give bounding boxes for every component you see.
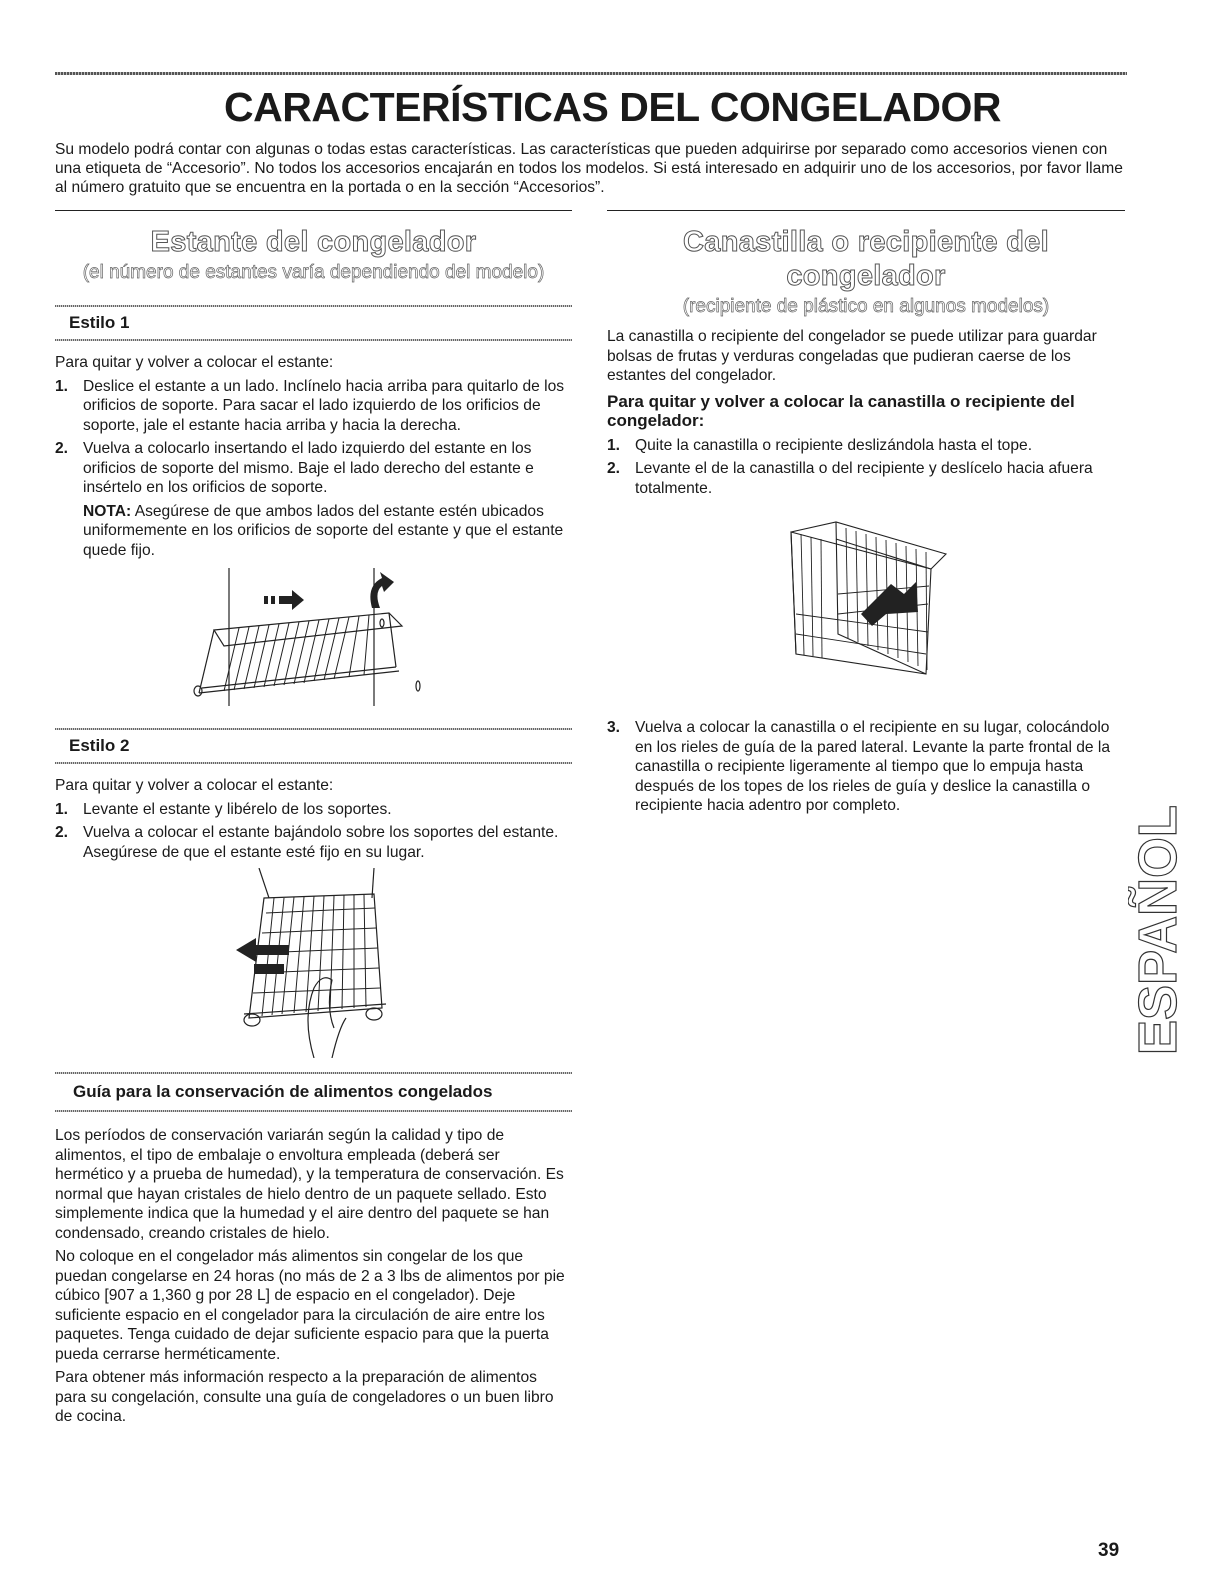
basket-steps-continued — [607, 718, 1125, 816]
shelf-style1-illustration — [184, 568, 444, 718]
section-rule — [607, 210, 1125, 211]
list-item — [607, 718, 1125, 816]
section-rule — [55, 210, 572, 211]
style2-lead: Para quitar y volver a colocar el estante: — [55, 777, 334, 794]
dotted-rule — [55, 762, 572, 764]
dotted-rule — [55, 1072, 572, 1074]
style2-steps — [55, 800, 572, 863]
guide-paragraph-1: Los períodos de conservación variarán según la calidad y tipo de alimentos, el tipo de embalaje o envoltura empleada (deberá ser hermético y a prueba de humedad), y la temperatura de conservación. Es normal que hayan cristales de hielo dentro de un paquete sellado. Esto simplemente indica que la humedad y el aire dentro del paquete se han condensado, creando cristales de hielo. — [55, 1127, 564, 1242]
step-text: Quite la canastilla o recipiente deslizándola hasta el tope. — [635, 436, 1033, 454]
step-number: 2. — [55, 824, 69, 841]
dotted-rule — [55, 728, 572, 730]
note-label: NOTA: — [83, 502, 132, 520]
dotted-rule — [55, 305, 572, 307]
step-number: 1. — [55, 377, 69, 395]
step-text: Vuelva a colocarlo insertando el lado izquierdo del estante en los orificios de soporte del mismo. Baje el lado derecho del estante e insértelo en los orificios de soporte. — [83, 440, 534, 496]
dotted-rule — [55, 339, 572, 341]
list-item — [55, 377, 572, 436]
step-number: 1. — [607, 436, 621, 454]
page-title: CARACTERÍSTICAS DEL CONGELADOR — [224, 84, 1001, 130]
list-item — [607, 459, 1125, 498]
guide-paragraph-2: No coloque en el congelador más alimentos sin congelar de los que puedan congelarse en 24 horas (no más de 2 a 3 lbs de alimentos por pie cúbico [907 a 1,360 g por 28 L] de espacio en el congelador). Deje suficiente espacio en el congelador para la circulación de aire entre los paquetes. Tenga cuidado de dejar suficiente espacio para que la puerta pueda cerrarse herméticamente. — [55, 1248, 565, 1363]
section-title-basket: Canastilla o recipiente del congelador — [683, 226, 1049, 292]
page-number: 39 — [1098, 1540, 1120, 1561]
top-dotted-rule — [55, 72, 1127, 75]
step-text: Vuelva a colocar el estante bajándolo sobre los soportes del estante. Asegúrese de que el estante esté fijo en su lugar. — [83, 824, 559, 861]
step-number: 3. — [607, 719, 621, 736]
right-column — [607, 210, 1125, 820]
intro-paragraph: Su modelo podrá contar con algunas o todas estas características. Las características que pueden adquirirse por separado como accesorios vienen con una etiqueta de “Accesorio”. No todos los accesorios encajarán en todos los modelos. Si está interesado en adquirir uno de los accesorios, por favor llame al número gratuito que se encuentra en la portada o en la sección “Accesorios”. — [55, 141, 1123, 196]
step-text: Vuelva a colocar la canastilla o el recipiente en su lugar, colocándolo en los rieles de guía de la pared lateral. Levante la parte frontal de la canastilla o recipiente ligeramente al tiempo que lo empuja hasta después de los topes de los rieles de guía y deslice la canastilla o recipiente hacia adentro por completo. — [635, 719, 1111, 814]
style1-note — [55, 502, 572, 561]
shelf-style2-illustration — [214, 868, 414, 1058]
guide-paragraph-3: Para obtener más información respecto a la preparación de alimentos para su congelación, consulte una guía de congeladores o un buen libro de cocina. — [55, 1369, 554, 1425]
step-text: Levante el de la canastilla o del recipiente y deslícelo hacia afuera totalmente. — [635, 460, 1093, 497]
style2-heading: Estilo 2 — [69, 736, 130, 755]
basket-intro: La canastilla o recipiente del congelador se puede utilizar para guardar bolsas de frutas y verduras congeladas que pudieran caerse de los estantes del congelador. — [607, 328, 1097, 384]
step-text: Deslice el estante a un lado. Inclínelo hacia arriba para quitarlo de los orificios de soporte. Para sacar el lado izquierdo de los orificios de soporte, jale el estante hacia arriba y hacia la derecha. — [83, 377, 565, 434]
section-title-shelf: Estante del congelador — [150, 226, 477, 258]
dotted-rule — [55, 1110, 572, 1112]
guide-heading: Guía para la conservación de alimentos congelados — [73, 1082, 493, 1101]
basket-steps — [607, 436, 1125, 499]
list-item — [55, 439, 572, 498]
list-item — [55, 800, 572, 820]
section-subtitle-basket: (recipiente de plástico en algunos modelos) — [682, 296, 1050, 317]
note-text: Asegúrese de que ambos lados del estante estén ubicados uniformemente en los orificios de soporte del estante y que el estante quede fijo. — [83, 502, 564, 559]
side-language-text: ESPAÑOL — [1128, 800, 1188, 1055]
basket-bold-lead: Para quitar y volver a colocar la canastilla o recipiente del congelador: — [607, 391, 1075, 430]
basket-illustration — [776, 514, 956, 684]
side-language-label — [1128, 800, 1188, 1060]
step-text: Levante el estante y libérelo de los soportes. — [83, 800, 392, 818]
list-item — [607, 436, 1125, 456]
section-subtitle-shelf: (el número de estantes varía dependiendo del modelo) — [82, 262, 545, 283]
style1-lead: Para quitar y volver a colocar el estante: — [55, 354, 334, 371]
step-number: 2. — [55, 440, 69, 457]
step-number: 1. — [55, 800, 69, 818]
style1-steps — [55, 377, 572, 498]
list-item — [55, 823, 572, 862]
left-column — [55, 210, 572, 1431]
style1-heading: Estilo 1 — [69, 313, 130, 332]
step-number: 2. — [607, 460, 621, 477]
